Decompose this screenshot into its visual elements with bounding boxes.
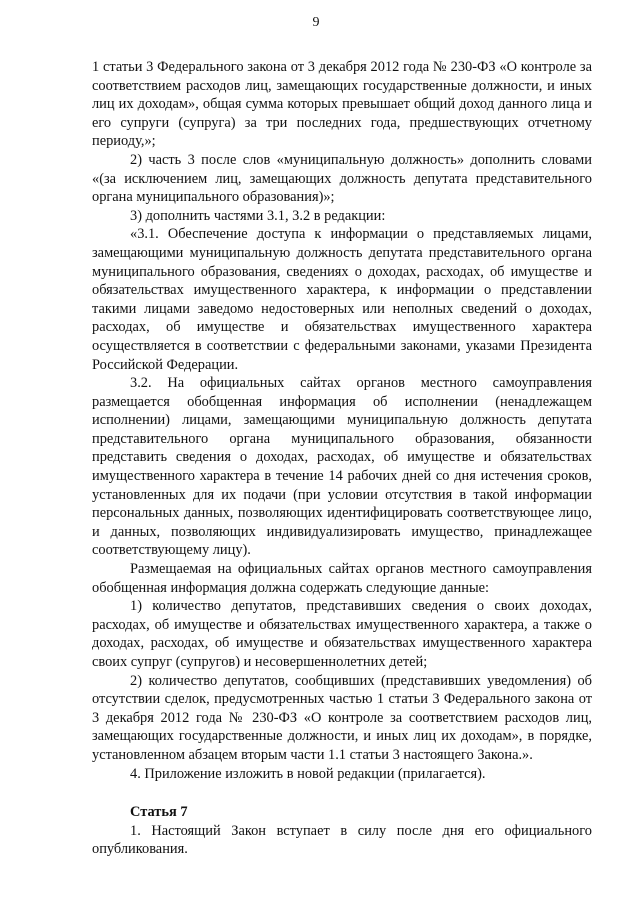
paragraph-part-3-1: «3.1. Обеспечение доступа к информации о представляемых лицами, замещающими муниципальную должность депутата представительного органа муниципального образования, сведениях о доходах, расходах, об имуществе и обязательствах имущественного характера, к информации о представлении такими лицами заведомо недостоверных или неполных сведений о доходах, расходах, об имуществе и обязательствах имущественного характера осуществляется в соответствии с федеральными законами, указами Президента Российской Федерации. <box>92 226 592 373</box>
paragraph-published-info: Размещаемая на официальных сайтах органов местного самоуправления обобщенная информация должна содержать следующие данные: <box>92 561 592 596</box>
article-paragraph: 1. Настоящий Закон вступает в силу после дня его официального опубликования. <box>92 822 592 858</box>
page-number: 9 <box>312 15 320 30</box>
paragraph-data-item-2: 2) количество депутатов, сообщивших (представивших уведомления) об отсутствии сделок, предусмотренных частью 1 статьи 3 Федерального закона от 3 декабря 2012 года № 230-ФЗ «О контроле за соответствием расходов лиц, замещающих государственные должности, и иных лиц их доходам», в порядке, установленном абзацем вторым части 1.1 статьи 3 настоящего Закона.». <box>92 672 592 763</box>
document-body <box>92 58 592 859</box>
paragraph-part-3-2: 3.2. На официальных сайтах органов местного самоуправления размещается обобщенная информация об исполнении (ненадлежащем исполнении) лицами, замещающими муниципальную должность депутата представительного органа муниципального образования, обязанности представить сведения о доходах, расходах, об имуществе и обязательствах имущественного характера в течение 14 рабочих дней со дня истечения сроков, установленных для их подачи (при условии отсутствия в такой информации персональных данных, позволяющих идентифицировать соответствующее лицо, и данных, позволяющих индивидуализировать имущество, принадлежащее соответствующему лицу). <box>92 375 592 559</box>
article-heading: Статья 7 <box>130 804 188 821</box>
paragraph-data-item-1: 1) количество депутатов, представивших сведения о своих доходах, расходах, об имуществе и обязательствах имущественного характера, а также о доходах, расходах, об имуществе и обязательствах имущественного характера своих супруг (супругов) и несовершеннолетних детей; <box>92 598 592 670</box>
paragraph-appendix: 4. Приложение изложить в новой редакции (прилагается). <box>130 765 486 782</box>
paragraph-item-2: 2) часть 3 после слов «муниципальную должность» дополнить словами «(за исключением лиц, замещающих должность депутата представительного органа муниципального образования)»; <box>92 151 592 206</box>
section-spacer <box>92 783 592 803</box>
paragraph-continuation: 1 статьи 3 Федерального закона от 3 декабря 2012 года № 230-ФЗ «О контроле за соответствием расходов лиц, замещающих государственные должности, и иных лиц их доходам», общая сумма которых превышает общий доход данного лица и его супруги (супруга) за три последних года, предшествующих отчетному периоду,»; <box>92 59 592 150</box>
paragraph-item-3: 3) дополнить частями 3.1, 3.2 в редакции: <box>130 207 386 224</box>
